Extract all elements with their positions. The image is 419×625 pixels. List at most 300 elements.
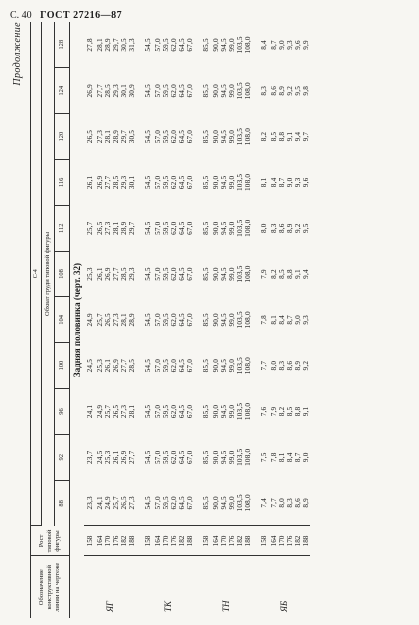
value-cell: 54,5 [144,129,152,144]
table-body [70,22,311,618]
value-cell: 108,0 [244,219,252,237]
value-cell: 90,0 [212,496,220,510]
value-cell: 7,6 [260,406,268,417]
value-cell: 7,8 [260,315,268,325]
value-cell: 8,9 [302,498,310,508]
value-cell: 54,5 [144,38,152,52]
value-cell: 27,7 [104,175,112,190]
value-cell: 25,3 [96,358,104,373]
value-cell: 67,0 [186,313,194,327]
value-cell: 28,9 [104,38,112,52]
value-cell: 62,0 [170,313,178,327]
value-cell: 57,0 [154,450,162,464]
height-cell: 182 [178,526,186,556]
value-cell: 26,9 [112,358,120,373]
value-cell: 24,9 [96,404,104,419]
value-cell: 9,8 [302,85,310,96]
line-code: ЯГ [84,556,136,618]
value-cell: 90,0 [212,404,220,419]
value-cell: 99,0 [228,404,236,419]
value-cell: 24,9 [104,496,112,510]
value-cell: 25,7 [96,313,104,327]
value-cell: 9,3 [294,177,302,188]
value-cell: 8,1 [278,452,286,463]
value-cell: 59,5 [162,358,170,373]
value-cell: 30,1 [128,175,136,190]
value-cell: 8,4 [260,40,268,50]
value-cell: 103,5 [236,82,244,100]
value-cell: 9,3 [302,315,310,325]
value-cell: 94,5 [220,267,228,281]
value-cell: 57,0 [154,129,162,144]
height-cell: 182 [236,526,244,556]
table-row [170,22,178,618]
value-cell: 54,5 [144,84,152,98]
value-cell: 94,5 [220,450,228,464]
value-cell: 9,5 [302,223,310,234]
value-cell: 67,0 [186,358,194,373]
chest-size-header: 124 [55,68,70,114]
value-cell: 99,0 [228,38,236,52]
value-cell: 90,0 [212,38,220,52]
value-cell: 103,5 [236,173,244,191]
value-cell: 8,6 [270,85,278,96]
height-cell: 170 [220,526,228,556]
value-cell: 8,8 [278,131,286,142]
table-row [112,22,120,618]
value-cell: 62,0 [170,496,178,510]
value-cell: 85,5 [202,404,210,419]
value-cell: 7,9 [260,269,268,279]
table-row [270,22,278,618]
chest-size-header: 92 [55,434,70,480]
section-title: Задняя половинка (черт. 32) [72,262,82,378]
value-cell: 25,7 [86,221,94,235]
value-cell: 108,0 [244,357,252,375]
table-row [244,22,252,618]
value-cell: 85,5 [202,450,210,464]
value-cell: 99,0 [228,267,236,281]
value-cell: 57,0 [154,313,162,327]
value-cell: 67,0 [186,496,194,510]
standard-designation: ГОСТ 27216—87 [40,10,123,21]
value-cell: 67,0 [186,450,194,464]
value-cell: 59,5 [162,496,170,510]
value-cell: 26,9 [86,84,94,98]
height-cell: 182 [120,526,128,556]
value-cell: 90,0 [212,313,220,327]
value-cell: 26,5 [96,221,104,235]
line-code: ТК [142,556,194,618]
chest-size-header: 88 [55,480,70,526]
value-cell: 64,5 [178,450,186,464]
value-cell: 8,2 [278,406,286,417]
value-cell: 99,0 [228,450,236,464]
value-cell: 27,3 [120,404,128,419]
height-cell: 176 [112,526,120,556]
value-cell: 8,3 [260,85,268,96]
value-cell: 85,5 [202,221,210,235]
value-cell: 28,1 [120,313,128,327]
value-cell: 28,1 [112,221,120,235]
continuation-label: Продолжение [12,22,23,86]
table-row [286,22,294,618]
value-cell: 8,3 [286,498,294,508]
value-cell: 59,5 [162,313,170,327]
value-cell: 8,8 [286,269,294,279]
value-cell: 28,1 [104,129,112,144]
value-cell: 103,5 [236,311,244,329]
value-cell: 62,0 [170,175,178,190]
value-cell: 62,0 [170,267,178,281]
value-cell: 99,0 [228,496,236,510]
table-row [128,22,136,618]
value-cell: 7,7 [260,360,268,371]
value-cell: 29,3 [128,267,136,281]
value-cell: 103,5 [236,36,244,54]
value-cell: 54,5 [144,267,152,281]
height-cell: 176 [286,526,294,556]
line-code: ЯБ [258,556,310,618]
value-cell: 99,0 [228,129,236,144]
height-cell: 188 [128,526,136,556]
value-cell: 8,9 [278,85,286,96]
value-cell: 8,8 [294,406,302,417]
height-cell: 164 [212,526,220,556]
value-cell: 8,3 [270,223,278,234]
value-cell: 24,9 [86,313,94,327]
table-row [258,22,270,618]
value-cell: 64,5 [178,84,186,98]
value-cell: 27,7 [112,267,120,281]
value-cell: 57,0 [154,496,162,510]
value-cell: 94,5 [220,358,228,373]
column-header-line-code: Обозначение конструктивной линии на чертеже [31,556,70,618]
page-header [10,10,122,21]
column-header-height: Рост типовой фигуры [31,526,70,556]
value-cell: 59,5 [162,129,170,144]
value-cell: 62,0 [170,450,178,464]
table-row [142,22,154,618]
value-cell: 57,0 [154,221,162,235]
value-cell: 8,4 [286,452,294,463]
value-cell: 90,0 [212,358,220,373]
value-cell: 25,3 [104,450,112,464]
value-cell: 54,5 [144,496,152,510]
value-cell: 59,5 [162,450,170,464]
value-cell: 8,7 [294,452,302,463]
chest-size-header: 112 [55,205,70,251]
value-cell: 64,5 [178,129,186,144]
table-row [154,22,162,618]
value-cell: 26,9 [96,175,104,190]
chest-size-header: 116 [55,160,70,206]
value-cell: 8,6 [278,223,286,234]
value-cell: 27,7 [128,450,136,464]
value-cell: 8,5 [270,131,278,142]
value-cell: 54,5 [144,358,152,373]
value-cell: 30,1 [120,84,128,98]
value-cell: 54,5 [144,404,152,419]
height-cell: 170 [278,526,286,556]
value-cell: 29,3 [112,84,120,98]
value-cell: 7,4 [260,498,268,508]
value-cell: 64,5 [178,267,186,281]
value-cell: 108,0 [244,265,252,283]
value-cell: 8,5 [278,269,286,279]
table-row [236,22,244,618]
value-cell: 108,0 [244,82,252,100]
value-cell: 28,5 [104,84,112,98]
value-cell: 90,0 [212,129,220,144]
value-cell: 9,2 [294,223,302,234]
value-cell: 28,5 [128,358,136,373]
height-cell: 188 [244,526,252,556]
value-cell: 85,5 [202,84,210,98]
value-cell: 8,0 [270,360,278,371]
value-cell: 8,1 [270,315,278,325]
value-cell: 29,7 [128,221,136,235]
value-cell: 9,0 [294,315,302,325]
height-cell: 158 [258,526,270,556]
value-cell: 30,5 [128,129,136,144]
value-cell: 23,3 [86,496,94,510]
value-cell: 103,5 [236,494,244,512]
value-cell: 9,4 [302,269,310,279]
value-cell: 24,1 [86,404,94,419]
value-cell: 64,5 [178,175,186,190]
value-cell: 24,5 [86,358,94,373]
value-cell: 103,5 [236,265,244,283]
value-cell: 59,5 [162,404,170,419]
chest-size-header: 128 [55,22,70,68]
value-cell: 57,0 [154,267,162,281]
value-cell: 108,0 [244,494,252,512]
value-cell: 85,5 [202,129,210,144]
table-row [186,22,194,618]
height-cell: 176 [228,526,236,556]
value-cell: 94,5 [220,496,228,510]
height-cell: 158 [200,526,212,556]
value-cell: 94,5 [220,38,228,52]
value-cell: 9,1 [294,269,302,279]
value-cell: 94,5 [220,313,228,327]
table-row [228,22,236,618]
value-cell: 28,1 [128,404,136,419]
value-cell: 57,0 [154,84,162,98]
value-cell: 9,1 [302,406,310,417]
value-cell: 62,0 [170,84,178,98]
value-cell: 27,8 [86,38,94,52]
value-cell: 103,5 [236,402,244,421]
value-cell: 59,5 [162,175,170,190]
value-cell: 57,0 [154,175,162,190]
value-cell: 9,0 [286,177,294,188]
value-cell: 94,5 [220,84,228,98]
value-cell: 57,0 [154,358,162,373]
value-cell: 108,0 [244,402,252,421]
value-cell: 28,9 [120,221,128,235]
value-cell: 67,0 [186,267,194,281]
value-cell: 26,1 [104,358,112,373]
value-cell: 57,0 [154,404,162,419]
value-cell: 67,0 [186,175,194,190]
value-cell: 25,7 [104,404,112,419]
height-cell: 164 [96,526,104,556]
value-cell: 62,0 [170,221,178,235]
value-cell: 67,0 [186,221,194,235]
value-cell: 108,0 [244,36,252,54]
measurement-table [30,22,310,618]
value-cell: 103,5 [236,128,244,146]
height-cell: 170 [162,526,170,556]
value-cell: 94,5 [220,404,228,419]
value-cell: 28,1 [96,38,104,52]
height-cell: 164 [154,526,162,556]
value-cell: 62,0 [170,358,178,373]
value-cell: 90,0 [212,267,220,281]
table-row [162,22,170,618]
value-cell: 28,9 [128,313,136,327]
value-cell: 8,6 [286,360,294,371]
value-cell: 7,8 [270,452,278,463]
table-row [120,22,128,618]
value-cell: 57,0 [154,38,162,52]
value-cell: 67,0 [186,129,194,144]
value-cell: 59,5 [162,221,170,235]
value-cell: 27,3 [112,313,120,327]
value-cell: 26,5 [120,496,128,510]
table-row [84,22,96,618]
value-cell: 26,9 [104,267,112,281]
value-cell: 24,5 [96,450,104,464]
table-row [294,22,302,618]
value-cell: 8,5 [286,406,294,417]
value-cell: 9,6 [294,40,302,50]
value-cell: 28,9 [112,129,120,144]
value-cell: 54,5 [144,313,152,327]
value-cell: 67,0 [186,404,194,419]
value-cell: 99,0 [228,221,236,235]
value-cell: 62,0 [170,129,178,144]
value-cell: 108,0 [244,311,252,329]
value-cell: 9,2 [286,85,294,96]
value-cell: 54,5 [144,450,152,464]
value-cell: 31,3 [128,38,136,52]
value-cell: 25,7 [112,496,120,510]
height-cell: 158 [84,526,96,556]
value-cell: 27,3 [128,496,136,510]
value-cell: 90,0 [212,175,220,190]
value-cell: 28,5 [112,175,120,190]
value-cell: 8,9 [286,223,294,234]
table-row [302,22,310,618]
value-cell: 90,0 [212,84,220,98]
value-cell: 8,7 [286,315,294,325]
chest-size-header: 108 [55,251,70,297]
value-cell: 29,3 [120,175,128,190]
value-cell: 26,9 [120,450,128,464]
value-cell: 8,1 [260,177,268,188]
value-cell: 90,0 [212,221,220,235]
value-cell: 67,0 [186,38,194,52]
value-cell: 99,0 [228,358,236,373]
page-number: С. 40 [10,10,32,21]
value-cell: 59,5 [162,84,170,98]
height-cell: 158 [142,526,154,556]
value-cell: 27,7 [120,358,128,373]
value-cell: 23,7 [86,450,94,464]
value-cell: 8,2 [270,269,278,279]
value-cell: 54,5 [144,175,152,190]
value-cell: 64,5 [178,496,186,510]
value-cell: 9,6 [302,177,310,188]
value-cell: 85,5 [202,313,210,327]
value-cell: 26,5 [104,313,112,327]
value-cell: 59,5 [162,267,170,281]
value-cell: 99,0 [228,313,236,327]
value-cell: 108,0 [244,448,252,466]
value-cell: 85,5 [202,358,210,373]
height-cell: 164 [270,526,278,556]
value-cell: 94,5 [220,175,228,190]
value-cell: 85,5 [202,38,210,52]
value-cell: 99,0 [228,175,236,190]
value-cell: 26,5 [86,129,94,144]
value-cell: 103,5 [236,357,244,375]
value-cell: 64,5 [178,313,186,327]
value-cell: 85,5 [202,496,210,510]
table-row [212,22,220,618]
value-cell: 9,4 [294,131,302,142]
value-cell: 8,2 [260,131,268,142]
value-cell: 9,0 [302,452,310,463]
value-cell: 85,5 [202,267,210,281]
height-cell: 188 [186,526,194,556]
value-cell: 30,9 [128,84,136,98]
height-cell: 188 [302,526,310,556]
value-cell: 103,5 [236,448,244,466]
value-cell: 8,9 [294,360,302,371]
value-cell: 67,0 [186,84,194,98]
table-row [220,22,228,618]
value-cell: 103,5 [236,219,244,237]
value-cell: 9,1 [286,131,294,142]
value-cell: 27,3 [96,129,104,144]
value-cell: 28,5 [120,267,128,281]
value-cell: 62,0 [170,38,178,52]
table-row [178,22,186,618]
table-row [278,22,286,618]
value-cell: 7,9 [270,406,278,417]
column-header-chest: Обхват груди типовой фигуры [42,22,55,526]
height-cell: 182 [294,526,302,556]
table-row [104,22,112,618]
height-cell: 170 [104,526,112,556]
table-row [200,22,212,618]
value-cell: 7,7 [270,498,278,508]
value-cell: 29,7 [112,38,120,52]
value-cell: 8,0 [260,223,268,234]
chest-size-header: 104 [55,297,70,343]
value-cell: 8,4 [278,315,286,325]
value-cell: 9,9 [302,40,310,50]
table-row [96,22,104,618]
value-cell: 27,3 [104,221,112,235]
value-cell: 9,3 [286,40,294,50]
value-cell: 64,5 [178,358,186,373]
value-cell: 25,3 [86,267,94,281]
